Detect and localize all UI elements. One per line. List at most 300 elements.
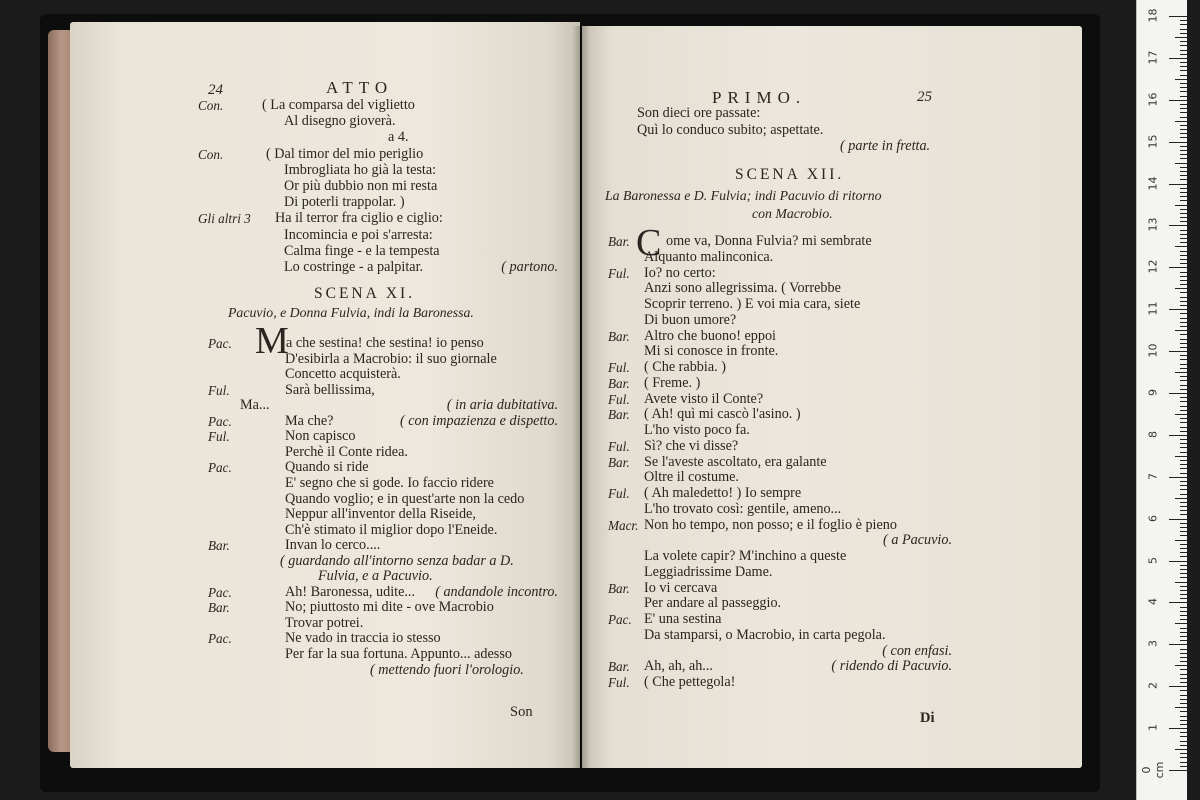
verse-line: Calma finge - e la tempesta: [284, 242, 440, 259]
ruler-tick: [1180, 506, 1187, 507]
ruler-tick: [1175, 414, 1187, 415]
ruler-tick: [1180, 359, 1187, 360]
verse-line: Sarà bellissima,: [285, 381, 375, 398]
ruler-tick: [1175, 121, 1187, 122]
ruler-label: 4: [1146, 598, 1160, 606]
ruler-tick: [1180, 334, 1187, 335]
ruler-tick: [1180, 385, 1187, 386]
verse-line: Io vi cercava: [644, 579, 718, 596]
speaker-label: Pac.: [208, 631, 232, 647]
ruler-tick: [1180, 653, 1187, 654]
verse-line: Quando si ride: [285, 459, 369, 476]
ruler-tick: [1180, 108, 1187, 109]
speaker-label: Gli altri 3: [198, 211, 251, 227]
speaker-label: Ful.: [608, 675, 630, 690]
verse-line: ( con enfasi.: [882, 642, 952, 659]
speaker-label: Ful.: [608, 486, 630, 501]
ruler-label: 5: [1146, 556, 1160, 564]
verse-line: Non ho tempo, non posso; e il foglio è pieno: [644, 516, 897, 533]
verse-line: La volete capir? M'inchino a queste: [644, 548, 847, 564]
verse-line: Quì lo conduco subito; aspettate.: [637, 121, 824, 138]
ruler-tick: [1180, 96, 1187, 97]
stage-direction: ( con impazienza e dispetto.: [399, 412, 558, 429]
ruler-label: 6: [1146, 514, 1160, 522]
verse-line: Sì? che vi disse?: [644, 437, 739, 454]
ruler-tick: [1180, 711, 1187, 712]
ruler-tick: [1180, 104, 1187, 105]
ruler-tick: [1175, 330, 1187, 331]
speaker-label: Bar.: [608, 407, 630, 423]
ruler-tick: [1180, 552, 1187, 553]
ruler-tick: [1180, 70, 1187, 71]
ruler-tick: [1180, 259, 1187, 260]
right-scene-cast-line-2: con Macrobio.: [752, 206, 833, 221]
ruler-tick: [1180, 41, 1187, 42]
speaker-label: Pac.: [208, 584, 232, 600]
ruler-tick: [1169, 58, 1187, 59]
ruler-tick: [1180, 33, 1187, 34]
ruler-label: 17: [1146, 50, 1160, 65]
ruler-tick: [1175, 163, 1187, 164]
ruler-tick: [1169, 267, 1187, 268]
verse-line: Incomincia e poi s'arresta:: [284, 226, 433, 243]
left-scene-cast: Pacuvio, e Donna Fulvia, indi la Baronessa.: [228, 305, 474, 320]
speaker-label: Bar.: [608, 659, 630, 675]
stage-direction: ( partono.: [501, 259, 558, 275]
ruler-label: 8: [1146, 430, 1160, 438]
ruler-tick: [1180, 422, 1187, 423]
ruler-tick: [1180, 209, 1187, 210]
ruler-tick: [1180, 427, 1187, 428]
left-page-number: 24: [208, 82, 223, 98]
ruler-tick: [1180, 586, 1187, 587]
verse-line: E' segno che si gode. Io faccio ridere: [285, 474, 494, 491]
speaker-label: Bar.: [608, 454, 630, 470]
ruler-tick: [1169, 477, 1187, 478]
ruler-tick: [1180, 284, 1187, 285]
ruler-tick: [1169, 142, 1187, 143]
ruler-label: 0 cm: [1140, 761, 1166, 779]
left-drop-cap: M: [255, 320, 289, 362]
ruler-tick: [1180, 376, 1187, 377]
ruler-tick: [1180, 607, 1187, 608]
ruler-tick: [1180, 481, 1187, 482]
ruler-tick: [1180, 322, 1187, 323]
ruler-tick: [1180, 297, 1187, 298]
ruler-tick: [1180, 439, 1187, 440]
ruler-tick: [1180, 502, 1187, 503]
speaker-label: Bar.: [608, 580, 630, 596]
ruler-tick: [1169, 393, 1187, 394]
verse-line: Invan lo cerco....: [285, 537, 381, 554]
ruler-tick: [1169, 519, 1187, 520]
ruler-tick: [1180, 339, 1187, 340]
ruler-tick: [1180, 66, 1187, 67]
right-scene-title: SCENA XII.: [735, 166, 845, 183]
ruler-tick: [1180, 276, 1187, 277]
ruler-tick: [1180, 577, 1187, 578]
ruler-label: 12: [1146, 259, 1160, 274]
verse-line: Or più dubbio non mi resta: [284, 178, 438, 194]
ruler-tick: [1180, 649, 1187, 650]
ruler-tick: [1180, 473, 1187, 474]
ruler-label: 1: [1146, 724, 1160, 732]
right-drop-cap: C: [636, 222, 662, 264]
verse-line: Alquanto malinconica.: [644, 248, 774, 265]
ruler-tick: [1180, 661, 1187, 662]
ruler-tick: [1180, 628, 1187, 629]
ruler-tick: [1180, 766, 1187, 767]
ruler-tick: [1180, 213, 1187, 214]
verse-line: Lo costringe - a palpitar.: [284, 259, 424, 275]
ruler-tick: [1180, 535, 1187, 536]
ruler-tick: [1169, 770, 1187, 771]
verse-line: Al disegno gioverà.: [284, 113, 396, 130]
ruler-tick: [1180, 389, 1187, 390]
ruler-tick: [1180, 150, 1187, 151]
verse-line: Ah, ah, ah...: [644, 658, 713, 675]
ruler-tick: [1180, 569, 1187, 570]
ruler-tick: [1180, 762, 1187, 763]
ruler-tick: [1169, 351, 1187, 352]
ruler-tick: [1180, 83, 1187, 84]
book-gutter: [572, 26, 590, 768]
ruler-tick: [1169, 184, 1187, 185]
ruler-tick: [1180, 736, 1187, 737]
ruler-tick: [1180, 669, 1187, 670]
ruler-tick: [1180, 326, 1187, 327]
ruler-tick: [1180, 406, 1187, 407]
ruler-tick: [1180, 158, 1187, 159]
ruler-tick: [1180, 598, 1187, 599]
verse-line: Da stamparsi, o Macrobio, in carta pegola.: [644, 626, 886, 643]
ruler-tick: [1169, 16, 1187, 17]
ruler-label: 13: [1146, 217, 1160, 232]
verse-line: Per andare al passeggio.: [644, 595, 782, 612]
speaker-label: Ful.: [608, 265, 630, 281]
speaker-label: Bar.: [608, 328, 630, 344]
verse-line: L'ho visto poco fa.: [644, 422, 750, 438]
speaker-label: Bar.: [608, 375, 630, 391]
speaker-label: Pac.: [208, 413, 232, 429]
ruler-tick: [1180, 125, 1187, 126]
ruler-tick: [1180, 171, 1187, 172]
ruler-tick: [1180, 20, 1187, 21]
ruler-tick: [1180, 251, 1187, 252]
ruler-tick: [1180, 280, 1187, 281]
speaker-label: Pac.: [208, 336, 232, 351]
verse-line: ( La comparsa del viglietto: [262, 97, 415, 113]
ruler-tick: [1180, 431, 1187, 432]
ruler-tick: [1180, 678, 1187, 679]
ruler-tick: [1180, 544, 1187, 545]
ruler-label: 2: [1146, 682, 1160, 690]
ruler-tick: [1175, 498, 1187, 499]
verse-line: L'ho trovato così: gentile, ameno...: [644, 500, 842, 517]
ruler-tick: [1180, 196, 1187, 197]
verse-line: Ch'è stimato il miglior dopo l'Eneide.: [285, 521, 498, 538]
left-page: [70, 22, 580, 768]
ruler-tick: [1180, 594, 1187, 595]
verse-line: E' una sestina: [644, 611, 722, 627]
verse-line: Di poterli trappolar. ): [284, 194, 405, 211]
ruler-tick: [1175, 707, 1187, 708]
ruler-tick: [1180, 460, 1187, 461]
stage-direction: ( andandole incontro.: [435, 583, 558, 600]
ruler-label: 3: [1146, 640, 1160, 648]
ruler-tick: [1180, 154, 1187, 155]
ruler-tick: [1180, 221, 1187, 222]
ruler-tick: [1180, 305, 1187, 306]
ruler-tick: [1180, 573, 1187, 574]
ruler-tick: [1180, 255, 1187, 256]
ruler-tick: [1180, 494, 1187, 495]
verse-line: Fulvia, e a Pacuvio.: [318, 568, 433, 585]
verse-line: Ma che?: [285, 412, 334, 429]
ruler-tick: [1180, 87, 1187, 88]
verse-line: ( a Pacuvio.: [883, 532, 952, 549]
ruler-tick: [1169, 686, 1187, 687]
verse-line: Anzi sono allegrissima. ( Vorrebbe: [644, 280, 841, 297]
right-running-head: PRIMO.: [712, 88, 807, 107]
ruler-label: 16: [1146, 92, 1160, 107]
ruler-tick: [1180, 200, 1187, 201]
ruler-tick: [1180, 75, 1187, 76]
verse-line: Ne vado in traccia io stesso: [285, 630, 441, 647]
ruler-tick: [1180, 632, 1187, 633]
verse-line: Non capisco: [285, 428, 356, 445]
ruler-label: 18: [1146, 8, 1160, 23]
ruler-tick: [1180, 410, 1187, 411]
ruler-tick: [1180, 272, 1187, 273]
ruler-tick: [1180, 343, 1187, 344]
ruler-tick: [1169, 309, 1187, 310]
ruler-tick: [1180, 45, 1187, 46]
ruler-tick: [1175, 288, 1187, 289]
ruler-tick: [1180, 380, 1187, 381]
verse-line: Perchè il Conte ridea.: [285, 443, 408, 460]
ruler-tick: [1175, 205, 1187, 206]
verse-line: ( guardando all'intorno senza badar a D.: [280, 552, 514, 569]
ruler-tick: [1180, 640, 1187, 641]
ruler-tick: [1180, 720, 1187, 721]
speaker-label: Bar.: [608, 234, 630, 249]
ruler-tick: [1180, 347, 1187, 348]
verse-line: Altro che buono! eppoi: [644, 327, 776, 344]
ruler-tick: [1180, 657, 1187, 658]
ruler-tick: [1180, 615, 1187, 616]
verse-line: a che sestina! che sestina! io penso: [286, 335, 484, 351]
verse-line: ( mettendo fuori l'orologio.: [370, 661, 524, 678]
ruler-tick: [1180, 50, 1187, 51]
verse-line: Leggiadrissime Dame.: [644, 563, 773, 580]
ruler-tick: [1180, 674, 1187, 675]
ruler-tick: [1175, 582, 1187, 583]
ruler-tick: [1180, 24, 1187, 25]
ruler-tick: [1180, 523, 1187, 524]
ruler-tick: [1175, 372, 1187, 373]
ruler-tick: [1180, 242, 1187, 243]
ruler-tick: [1180, 703, 1187, 704]
ruler-tick: [1180, 464, 1187, 465]
ruler-tick: [1169, 602, 1187, 603]
speaker-label: Pac.: [608, 612, 632, 627]
verse-line: Se l'aveste ascoltato, era galante: [644, 453, 827, 470]
verse-line: Mi si conosce in fronte.: [644, 343, 779, 360]
ruler-tick: [1180, 112, 1187, 113]
verse-line: Trovar potrei.: [285, 614, 364, 631]
ruler-tick: [1175, 749, 1187, 750]
ruler-tick: [1180, 724, 1187, 725]
verse-line: Di buon umore?: [644, 311, 737, 328]
speaker-label: Bar.: [208, 538, 230, 554]
speaker-label: Pac.: [208, 460, 232, 476]
ruler-tick: [1180, 527, 1187, 528]
verse-line: ( parte in fretta.: [840, 138, 931, 154]
ruler-tick: [1180, 29, 1187, 30]
speaker-label: Ful.: [608, 438, 630, 454]
verse-line: Ma...: [240, 397, 270, 414]
ruler-tick: [1180, 188, 1187, 189]
ruler-tick: [1169, 225, 1187, 226]
ruler-tick: [1180, 485, 1187, 486]
ruler-tick: [1180, 146, 1187, 147]
ruler-tick: [1180, 556, 1187, 557]
ruler-tick: [1180, 355, 1187, 356]
speaker-label: Ful.: [208, 382, 230, 398]
verse-line: D'esibirla a Macrobio: il suo giornale: [285, 350, 497, 367]
verse-line: ( Freme. ): [644, 374, 701, 391]
verse-line: a 4.: [388, 129, 409, 146]
ruler-tick: [1180, 757, 1187, 758]
ruler-tick: [1180, 741, 1187, 742]
ruler-tick: [1180, 137, 1187, 138]
ruler-tick: [1180, 133, 1187, 134]
verse-line: Concetto acquisterà.: [285, 366, 401, 383]
ruler-tick: [1180, 443, 1187, 444]
ruler-tick: [1180, 263, 1187, 264]
speaker-label: Ful.: [608, 360, 630, 375]
ruler-tick: [1180, 690, 1187, 691]
ruler-tick: [1180, 129, 1187, 130]
ruler-tick: [1175, 79, 1187, 80]
ruler-tick: [1180, 716, 1187, 717]
ruler-tick: [1180, 401, 1187, 402]
left-running-head: ATTO: [326, 78, 394, 97]
ruler-tick: [1180, 364, 1187, 365]
ruler-tick: [1180, 447, 1187, 448]
speaker-label: Bar.: [208, 600, 230, 616]
ruler-tick: [1175, 37, 1187, 38]
verse-line: No; piuttosto mi dite - ove Macrobio: [285, 599, 494, 616]
ruler-tick: [1180, 54, 1187, 55]
ruler-tick: [1180, 230, 1187, 231]
verse-line: Imbrogliata ho già la testa:: [284, 161, 437, 178]
ruler-tick: [1169, 728, 1187, 729]
ruler-tick: [1169, 435, 1187, 436]
ruler-tick: [1169, 644, 1187, 645]
ruler-tick: [1175, 456, 1187, 457]
ruler-tick: [1180, 368, 1187, 369]
ruler-tick: [1180, 510, 1187, 511]
verse-line: Quando voglio; e in quest'arte non la cedo: [285, 490, 525, 507]
ruler-tick: [1180, 175, 1187, 176]
speaker-label: Ful.: [608, 391, 630, 407]
ruler-tick: [1180, 732, 1187, 733]
ruler-tick: [1180, 179, 1187, 180]
speaker-label: Macr.: [608, 517, 639, 533]
ruler-tick: [1180, 117, 1187, 118]
ruler-tick: [1169, 561, 1187, 562]
left-scene-title: SCENA XI.: [314, 285, 416, 302]
ruler-tick: [1175, 246, 1187, 247]
speaker-label: Ful.: [208, 429, 230, 445]
ruler-tick: [1180, 452, 1187, 453]
ruler-tick: [1180, 238, 1187, 239]
ruler-tick: [1175, 623, 1187, 624]
ruler-tick: [1180, 682, 1187, 683]
verse-line: ( Che rabbia. ): [644, 359, 726, 375]
verse-line: Avete visto il Conte?: [644, 390, 764, 407]
ruler-tick: [1169, 100, 1187, 101]
ruler-tick: [1180, 636, 1187, 637]
verse-line: ome va, Donna Fulvia? mi sembrate: [666, 233, 872, 249]
ruler-tick: [1180, 699, 1187, 700]
ruler-tick: [1180, 590, 1187, 591]
ruler-tick: [1180, 468, 1187, 469]
ruler-tick: [1180, 611, 1187, 612]
ruler-tick: [1180, 753, 1187, 754]
verse-line: ( Ah maledetto! ) Io sempre: [644, 485, 802, 501]
ruler-label: 10: [1146, 343, 1160, 358]
verse-line: Io? no certo:: [644, 264, 716, 281]
verse-line: Scoprir terreno. ) E voi mia cara, siete: [644, 296, 861, 312]
stage-direction: ( in aria dubitativa.: [446, 397, 558, 414]
verse-line: ( Dal timor del mio periglio: [266, 145, 424, 162]
ruler-label: 11: [1146, 301, 1160, 316]
ruler-tick: [1180, 292, 1187, 293]
ruler-tick: [1180, 745, 1187, 746]
ruler-tick: [1180, 418, 1187, 419]
verse-line: Oltre il costume.: [644, 469, 739, 486]
verse-line: Ha il terror fra ciglio e ciglio:: [275, 210, 443, 227]
ruler-tick: [1180, 313, 1187, 314]
stage-direction: ( ridendo di Pacuvio.: [831, 658, 952, 675]
verse-line: ( Ah! quì mi cascò l'asino. ): [644, 406, 801, 423]
ruler-tick: [1180, 192, 1187, 193]
right-scene-cast-line-1: La Baronessa e D. Fulvia; indi Pacuvio di ritorno: [605, 188, 882, 203]
ruler-tick: [1180, 318, 1187, 319]
ruler-tick: [1180, 531, 1187, 532]
ruler-tick: [1180, 489, 1187, 490]
ruler-tick: [1180, 217, 1187, 218]
ruler-tick: [1180, 167, 1187, 168]
ruler-tick: [1180, 234, 1187, 235]
ruler-tick: [1180, 91, 1187, 92]
ruler-tick: [1175, 665, 1187, 666]
ruler-tick: [1180, 514, 1187, 515]
ruler-tick: [1180, 548, 1187, 549]
ruler-label: 9: [1146, 389, 1160, 396]
ruler-tick: [1180, 397, 1187, 398]
ruler-label: 15: [1146, 134, 1160, 149]
ruler-tick: [1180, 301, 1187, 302]
ruler-tick: [1180, 695, 1187, 696]
verse-line: Per far la sua fortuna. Appunto... adesso: [285, 646, 512, 662]
speaker-label: Con.: [198, 98, 224, 113]
ruler-label: 14: [1146, 176, 1160, 191]
right-page-number: 25: [917, 89, 932, 105]
